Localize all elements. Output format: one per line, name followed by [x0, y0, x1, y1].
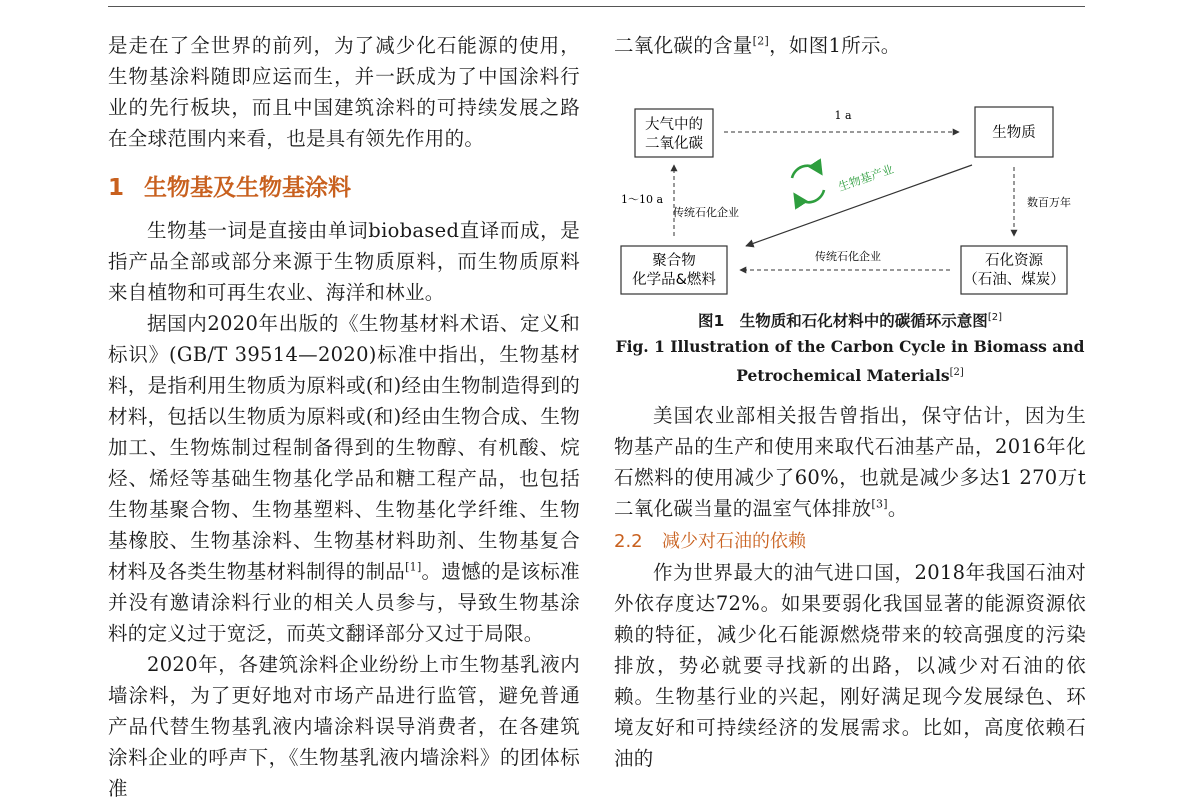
caption-chinese-text: 图1 生物质和石化材料中的碳循环示意图 [698, 312, 988, 331]
paragraph-oil-dependence: 作为世界最大的油气进口国，2018年我国石油对外依存度达72%。如果要弱化我国显著的能源资源依赖的特征，减少化石能源燃烧带来的较高强度的污染排放，势必就要寻找新的出路，以减少对石油的依赖。生物基行业的兴起，刚好满足现今发展绿色、环境友好和可持续经济的发展需求。比如，高度依赖石油的 [614, 561, 1086, 770]
paragraph-2020: 2020年，各建筑涂料企业纷纷上市生物基乳液内墙涂料，为了更好地对市场产品进行监管，避免普通产品代替生物基乳液内墙涂料误导消费者，在各建筑涂料企业的呼声下，《生物基乳液内墙涂料》的团体标准 [108, 653, 580, 800]
section-1-number: 1 [108, 175, 125, 201]
box-fossil-line2: （石油、煤炭） [963, 272, 1065, 288]
paragraph-co2-content [614, 30, 1086, 61]
section-2-2-number: 2.2 [614, 531, 643, 552]
caption-english-line2 [614, 360, 1086, 389]
right-column [614, 30, 1086, 774]
figure-caption [614, 305, 1086, 389]
box-atmospheric-co2-line1: 大气中的 [645, 117, 703, 133]
paragraph-usda [614, 400, 1086, 524]
section-2-2-title: 减少对石油的依赖 [662, 531, 806, 552]
recycle-cycle-icon [792, 166, 824, 203]
label-bio-based-industry: 生物基产业 [836, 161, 896, 194]
paragraph-usda-text-b: 。 [887, 497, 908, 520]
label-millions-of-years: 数百万年 [1027, 196, 1071, 209]
header-rule [108, 6, 1085, 7]
paragraph-co2-text-a: 二氧化碳的含量 [614, 34, 753, 57]
box-atmospheric-co2-line2: 二氧化碳 [645, 136, 703, 152]
caption-chinese-citation[interactable]: [2] [987, 312, 1002, 323]
section-2-2-heading [614, 528, 1086, 555]
carbon-cycle-diagram [614, 79, 1086, 299]
caption-chinese [614, 305, 1086, 334]
citation-3[interactable]: [3] [871, 497, 888, 511]
citation-1[interactable]: [1] [405, 560, 422, 574]
paragraph-usda-text-a: 美国农业部相关报告曾指出，保守估计，因为生物基产品的生产和使用来取代石油基产品，2016年化石燃料的使用减少了60%，也就是减少多达1 270万t二氧化碳当量的温室气体排放 [614, 404, 1086, 520]
box-fossil-line1: 石化资源 [985, 253, 1043, 269]
left-column [108, 30, 580, 804]
caption-english-line2-text: Petrochemical Materials [736, 366, 950, 386]
label-1a: 1 a [834, 109, 852, 122]
citation-2[interactable]: [2] [752, 34, 770, 48]
caption-english-line1: Fig. 1 Illustration of the Carbon Cycle in Biomass and [615, 337, 1085, 357]
paragraph-biobased-definition: 生物基一词是直接由单词biobased直译而成，是指产品全部或部分来源于生物质原料，而生物质原料来自植物和可再生农业、海洋和林业。 [108, 219, 580, 304]
section-1-heading [108, 174, 580, 202]
box-biomass-label: 生物质 [992, 125, 1036, 141]
label-traditional-petrochemical-left: 传统石化企业 [673, 206, 739, 219]
figure-1 [614, 79, 1086, 386]
box-polymers-line2: 化学品&燃料 [632, 272, 716, 288]
paragraph-co2-text-b: ，如图1所示。 [769, 34, 901, 57]
section-1-title: 生物基及生物基涂料 [144, 175, 351, 201]
paragraph-intro: 是走在了全世界的前列，为了减少化石能源的使用，生物基涂料随即应运而生，并一跃成为了中国涂料行业的先行板块，而且中国建筑涂料的可持续发展之路在全球范围内来看，也是具有领先作用的。 [108, 34, 580, 150]
box-polymers-line1: 聚合物 [652, 253, 696, 269]
caption-english-citation[interactable]: [2] [949, 367, 964, 379]
paragraph-standard-text-b: 。遗憾的是该标准并没有邀请涂料行业的相关人员参与，导致生物基涂料的定义过于宽泛，而英文翻译部分又过于局限。 [108, 560, 580, 645]
label-traditional-petrochemical-bottom: 传统石化企业 [815, 250, 881, 263]
paragraph-standard [108, 308, 580, 649]
paragraph-standard-text-a: 据国内2020年出版的《生物基材料术语、定义和标识》(GB/T 39514—2020)标准中指出，生物基材料，是指利用生物质为原料或(和)经由生物制造得到的材料，包括以生物质为原料或(和)经由生物合成、生物加工、生物炼制过程制备得到的生物醇、有机酸、烷烃、烯烃等基础生物基化学品和糖工程产品，也包括生物基聚合物、生物基塑料、生物基化学纤维、生物基橡胶、生物基涂料、生物基材料助剂、生物基复合材料及各类生物基材料制得的制品 [108, 312, 580, 583]
label-1-10a: 1～10 a [621, 193, 664, 206]
